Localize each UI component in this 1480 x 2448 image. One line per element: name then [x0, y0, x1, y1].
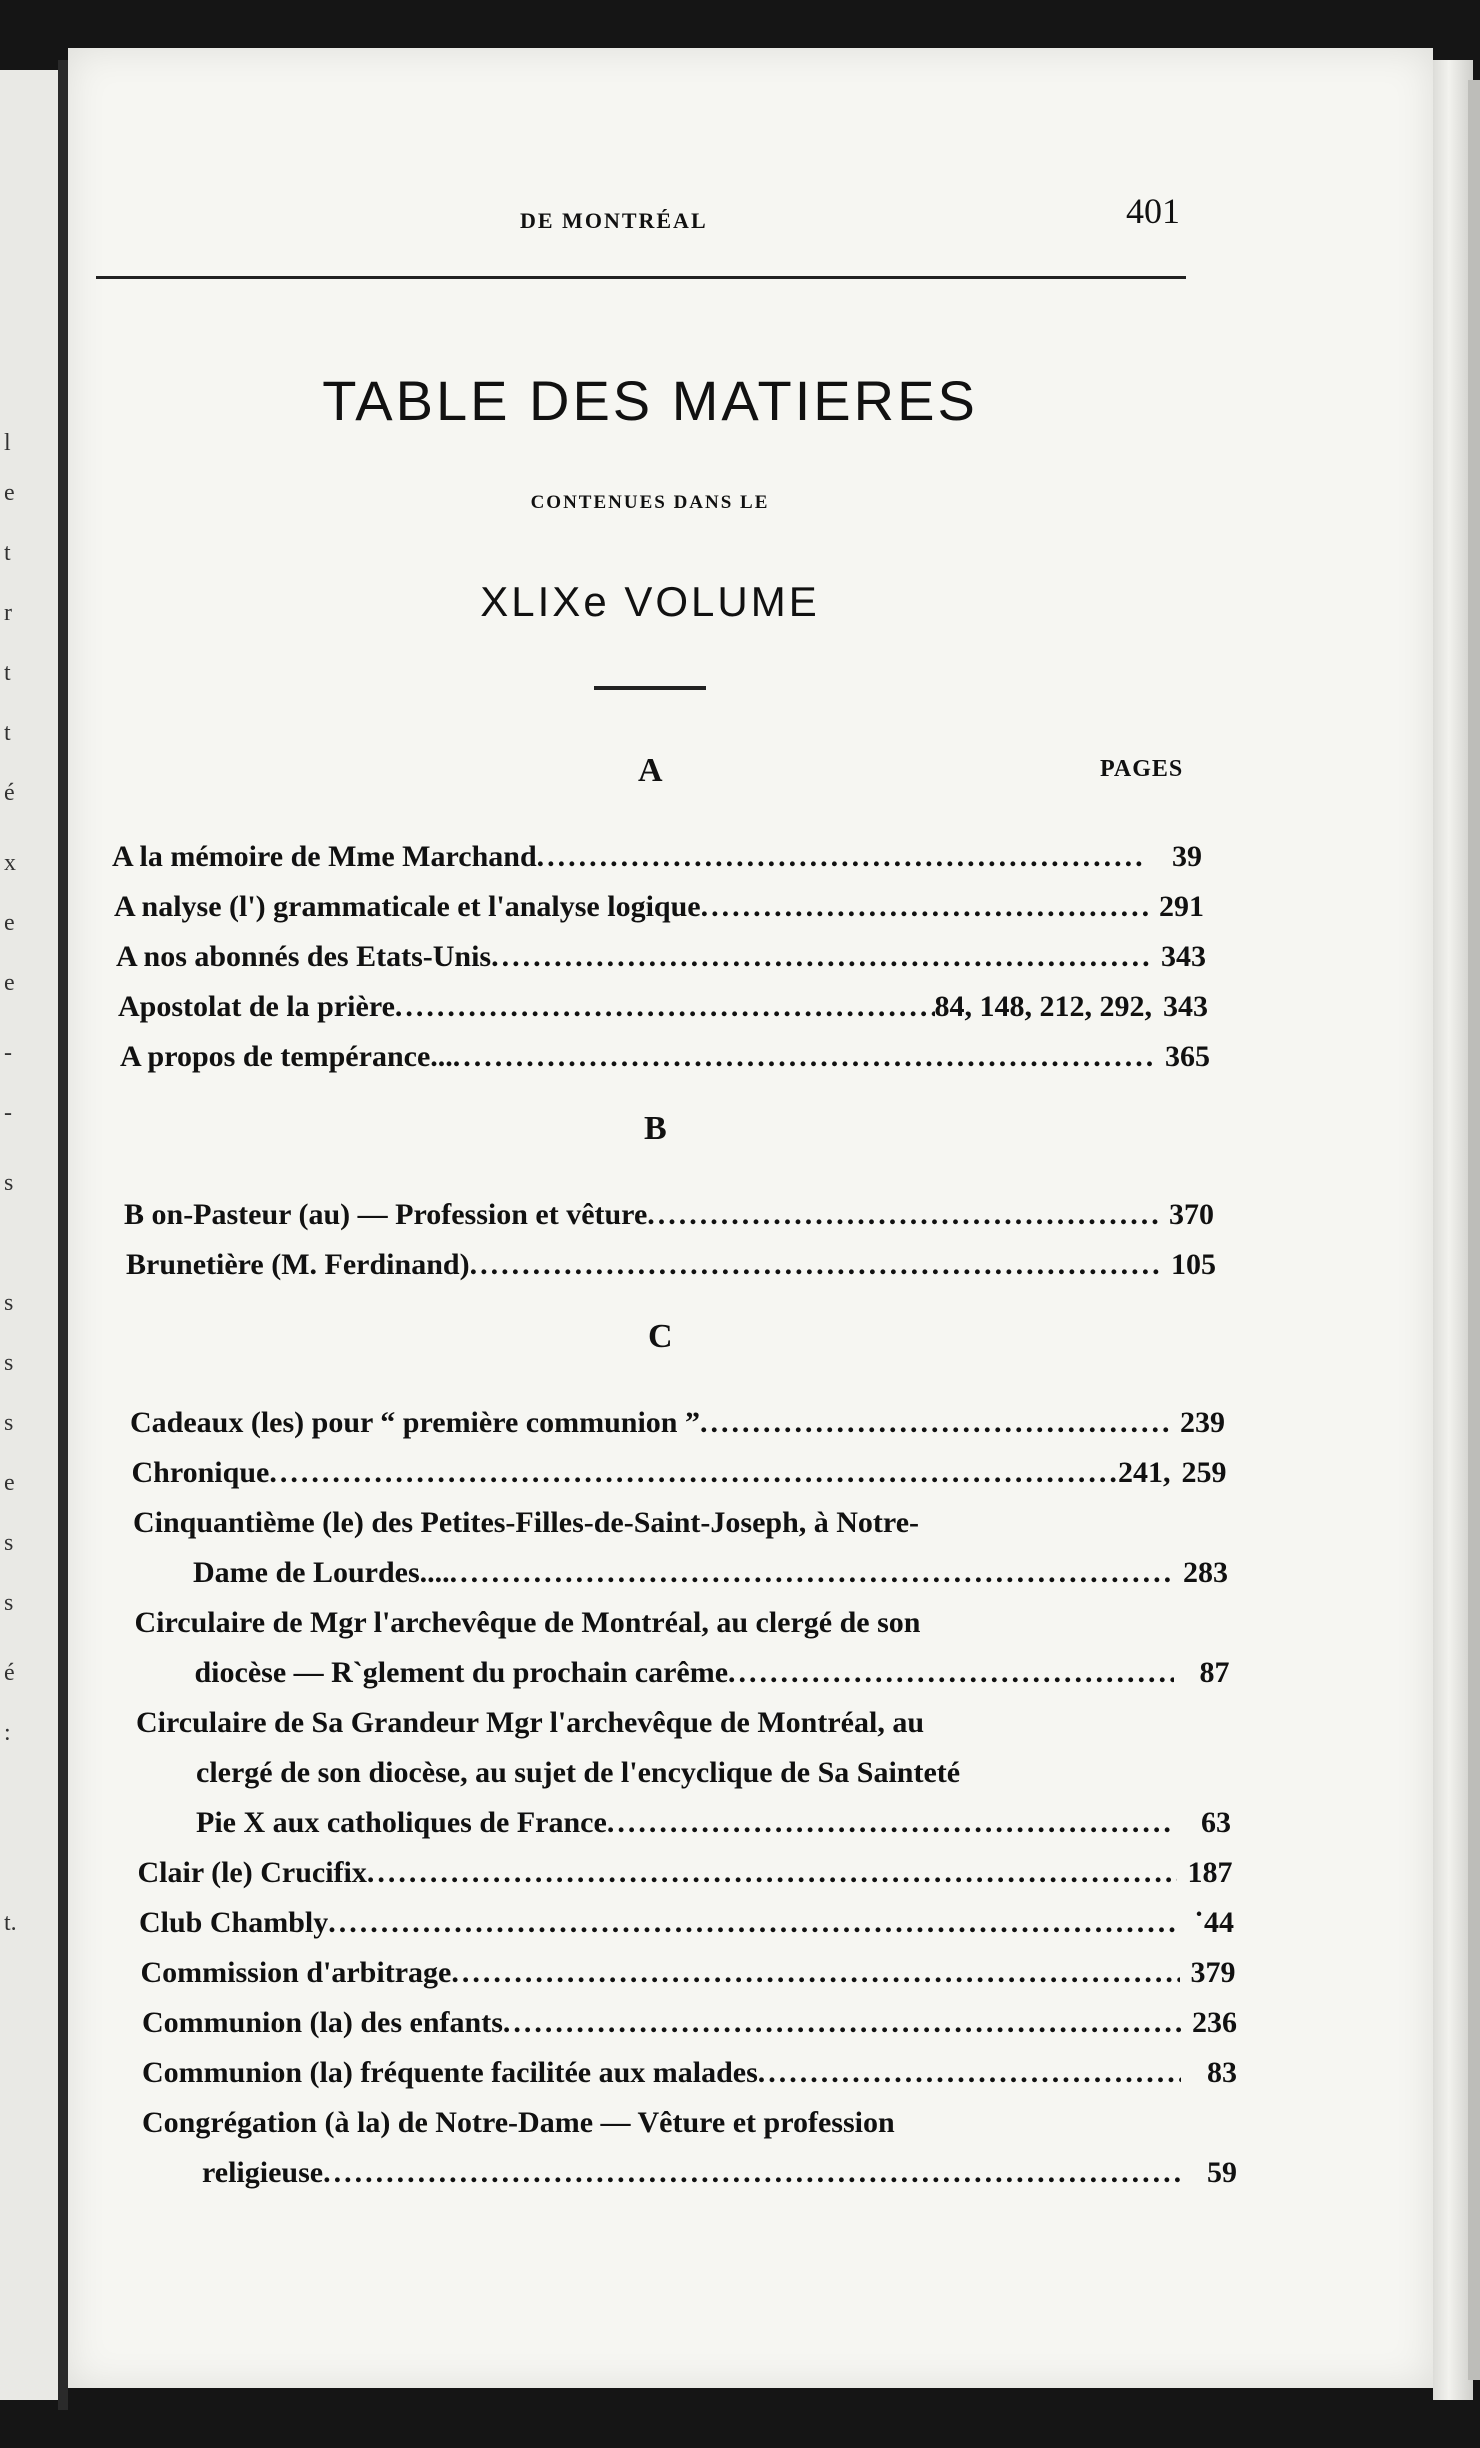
- dot-leader: [700, 1398, 1169, 1448]
- toc-entry-title: Dame de Lourdes....: [193, 1556, 450, 1589]
- toc-page-number: 239: [1180, 1406, 1225, 1439]
- facing-page-letter: l: [4, 430, 11, 456]
- dot-leader: [367, 1848, 1177, 1898]
- dot-leader: [537, 832, 1146, 882]
- section-letter-a: A: [638, 752, 663, 789]
- toc-entry-title: Circulaire de Mgr l'archevêque de Montréal, au clergé de son: [134, 1606, 921, 1639]
- toc-page-number: 83: [1207, 2056, 1237, 2089]
- facing-page-letter: s: [4, 1170, 14, 1196]
- toc-entry-title: Apostolat de la prière: [118, 990, 395, 1023]
- facing-page-letter: s: [4, 1590, 14, 1616]
- toc-entry: [114, 882, 1204, 932]
- toc-entry-title: religieuse: [202, 2156, 324, 2189]
- toc-entry-title: Cadeaux (les) pour “ première communion ”: [130, 1406, 700, 1439]
- facing-page-letter: s: [4, 1410, 14, 1436]
- toc-entry-title: clergé de son diocèse, au sujet de l'encyclique de Sa Sainteté: [196, 1756, 961, 1789]
- toc-entry-title: A la mémoire de Mme Marchand: [112, 840, 537, 873]
- facing-page-letter: e: [4, 480, 15, 506]
- page-edge-shadow: [1468, 80, 1480, 2380]
- toc-page-number: ˙44: [1194, 1906, 1234, 1939]
- toc-entry: [133, 1498, 1228, 1598]
- facing-page-letter: é: [4, 1660, 15, 1686]
- dot-leader: [328, 1898, 1178, 1948]
- facing-page-letter: t: [4, 720, 11, 746]
- facing-page-letter: -: [4, 1040, 12, 1066]
- toc-page-number: 59: [1207, 2156, 1237, 2189]
- toc-entry-title: Clair (le) Crucifix: [137, 1856, 367, 1889]
- facing-page-letter: s: [4, 1350, 14, 1376]
- book-gutter: [58, 60, 68, 2410]
- dot-leader: [451, 1948, 1179, 1998]
- dot-leader: [450, 1548, 1172, 1598]
- toc-entry: [120, 1032, 1210, 1082]
- toc-page-number: 379: [1190, 1956, 1236, 1989]
- facing-page-letter: s: [4, 1530, 14, 1556]
- pages-column-label: PAGES: [1100, 756, 1184, 782]
- toc-entry: [132, 1448, 1227, 1498]
- section-letter-b: B: [644, 1110, 667, 1147]
- facing-page-letter: -: [4, 1100, 12, 1126]
- facing-page-letter: e: [4, 1470, 15, 1496]
- toc-entry: [124, 1190, 1214, 1240]
- toc-entry-title: A propos de tempérance...: [120, 1040, 453, 1073]
- dot-leader: [395, 982, 935, 1032]
- dot-leader: [647, 1190, 1158, 1240]
- dot-leader: [701, 882, 1148, 932]
- facing-page-letter: x: [4, 850, 16, 876]
- toc-entry-title: Club Chambly: [139, 1906, 329, 1939]
- toc-page-number: 236: [1192, 2006, 1237, 2039]
- dot-leader: [607, 1798, 1175, 1848]
- toc-entry-title: Communion (la) fréquente facilitée aux malades: [142, 2056, 758, 2089]
- toc-page-number: 259: [1181, 1456, 1227, 1489]
- facing-page-letter: s: [4, 1290, 14, 1316]
- toc-entry-title: Brunetière (M. Ferdinand): [126, 1248, 470, 1281]
- toc-page-number: 370: [1169, 1198, 1214, 1231]
- facing-page-letter: t.: [4, 1910, 17, 1936]
- dot-leader: [323, 2148, 1181, 2198]
- toc-entry: [126, 1240, 1216, 1290]
- toc-entry-title: Commission d'arbitrage: [140, 1956, 452, 1989]
- section-letter-c: C: [648, 1318, 673, 1355]
- header-rule: [96, 276, 1186, 279]
- toc-entry-title: diocèse — Rˋglement du prochain carême: [194, 1656, 729, 1689]
- toc-page-number: 343: [1163, 990, 1208, 1023]
- toc-entry: [142, 2048, 1237, 2098]
- volume-title: XLIXe VOLUME: [480, 578, 820, 625]
- dot-leader: [470, 1240, 1160, 1290]
- running-head: DE MONTRÉAL: [520, 208, 708, 233]
- page-title: TABLE DES MATIERES: [322, 369, 978, 432]
- toc-entry: [138, 1848, 1233, 1898]
- toc-entry-title: Communion (la) des enfants: [142, 2006, 503, 2039]
- toc-page-number: 105: [1171, 1248, 1216, 1281]
- toc-entry: [118, 982, 1208, 1032]
- toc-entry: [116, 932, 1206, 982]
- toc-page-number: 343: [1161, 940, 1206, 973]
- dot-leader: [491, 932, 1150, 982]
- page-number: 401: [1126, 191, 1180, 231]
- dot-leader: [758, 2048, 1181, 2098]
- toc-entry-title: B on-Pasteur (au) — Profession et vêture: [124, 1198, 648, 1231]
- toc-entry: [139, 1898, 1234, 1948]
- toc-entry-title: Chronique: [131, 1456, 270, 1489]
- page-edge: [1433, 60, 1473, 2400]
- toc-entry: [136, 1698, 1231, 1848]
- facing-page-letter: é: [4, 780, 15, 806]
- facing-page-letter: :: [4, 1720, 11, 1746]
- dot-leader: [269, 1448, 1118, 1498]
- toc-entry-title: Congrégation (à la) de Notre-Dame — Vêture et profession: [142, 2106, 895, 2139]
- facing-page-letter: r: [4, 600, 12, 626]
- toc-entry: [130, 1398, 1225, 1448]
- toc-entry: [135, 1598, 1230, 1698]
- toc-entry: [142, 1998, 1237, 2048]
- dot-leader: [728, 1648, 1173, 1698]
- subtitle: CONTENUES DANS LE: [530, 492, 770, 513]
- toc-page-number: 39: [1172, 840, 1202, 873]
- toc-page-number: 63: [1201, 1806, 1231, 1839]
- toc-page-number: 87: [1199, 1656, 1230, 1689]
- toc-entry-title: Pie X aux catholiques de France: [196, 1806, 607, 1839]
- title-rule: [594, 686, 706, 690]
- toc-page-number: 283: [1183, 1556, 1228, 1589]
- toc-entry: [142, 2098, 1237, 2198]
- toc-page-number: 291: [1159, 890, 1204, 923]
- facing-page-fragment: [0, 70, 58, 2400]
- toc-page-number: 365: [1165, 1040, 1210, 1073]
- toc-entry: [112, 832, 1202, 882]
- facing-page-letter: t: [4, 660, 11, 686]
- toc-entry-title: Cinquantième (le) des Petites-Filles-de-Saint-Joseph, à Notre-: [133, 1506, 920, 1539]
- additional-page-refs: 241,: [1118, 1456, 1171, 1489]
- dot-leader: [503, 1998, 1181, 2048]
- dot-leader: [453, 1032, 1154, 1082]
- toc-entry-title: A nalyse (l') grammaticale et l'analyse logique: [114, 890, 701, 923]
- facing-page-letter: t: [4, 540, 11, 566]
- toc-page-number: 187: [1187, 1856, 1233, 1889]
- facing-page-letter: e: [4, 910, 15, 936]
- facing-page-letter: e: [4, 970, 15, 996]
- additional-page-refs: 84, 148, 212, 292,: [934, 990, 1152, 1023]
- toc-entry-title: Circulaire de Sa Grandeur Mgr l'archevêque de Montréal, au: [136, 1706, 924, 1739]
- toc-entry-title: A nos abonnés des Etats-Unis: [116, 940, 492, 973]
- toc-entry: [141, 1948, 1236, 1998]
